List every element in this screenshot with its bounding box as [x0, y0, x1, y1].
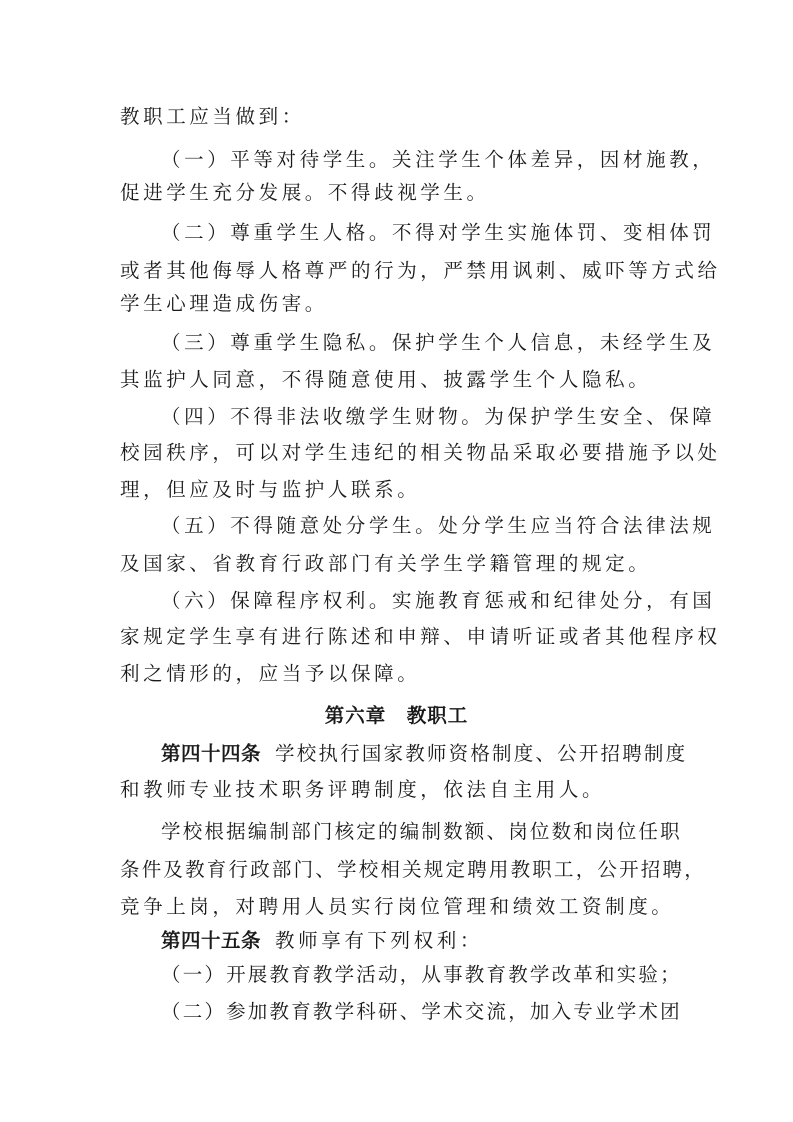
text-line: 促进学生充分发展。不得歧视学生。	[120, 181, 490, 204]
text-line: （一）平等对待学生。关注学生个体差异，因材施教，	[161, 148, 716, 171]
text-line: （二）尊重学生人格。不得对学生实施体罚、变相体罚	[161, 221, 716, 244]
chapter-heading: 第六章 教职工	[324, 704, 469, 727]
article-44-label: 第四十四条	[161, 742, 262, 765]
text-line: 条件及教育行政部门、学校相关规定聘用教职工，公开招聘，	[120, 858, 706, 881]
article-44-text: 学校执行国家教师资格制度、公开招聘制度	[275, 742, 688, 765]
text-line: 或者其他侮辱人格尊严的行为，严禁用讽刺、威吓等方式给	[120, 259, 721, 282]
text-line: 及国家、省教育行政部门有关学生学籍管理的规定。	[120, 552, 652, 575]
text-line: 利之情形的，应当予以保障。	[120, 662, 421, 685]
text-line: 其监护人同意，不得随意使用、披露学生个人隐私。	[120, 368, 652, 391]
text-line: 竞争上岗，对聘用人员实行岗位管理和绩效工资制度。	[120, 895, 675, 918]
text-line: 教职工应当做到：	[120, 105, 305, 128]
article-44-first-line	[161, 740, 731, 768]
article-45-label: 第四十五条	[161, 929, 262, 952]
text-line: 学校根据编制部门核定的编制数额、岗位数和岗位任职	[161, 820, 682, 843]
text-line: 和教师专业技术职务评聘制度，依法自主用人。	[120, 778, 606, 801]
list-item: （一）开展教育教学活动，从事教育教学改革和实验；	[161, 963, 682, 986]
list-item: （二）参加教育教学科研、学术交流，加入专业学术团	[161, 1000, 682, 1023]
text-line: 理，但应及时与监护人联系。	[120, 478, 421, 501]
text-line: （五）不得随意处分学生。处分学生应当符合法律法规	[161, 514, 716, 537]
text-line: （三）尊重学生隐私。保护学生个人信息，未经学生及	[161, 331, 716, 354]
text-line: 校园秩序，可以对学生违纪的相关物品采取必要措施予以处	[120, 441, 721, 464]
text-line: （六）保障程序权利。实施教育惩戒和纪律处分，有国	[161, 589, 716, 612]
text-line: （四）不得非法收缴学生财物。为保护学生安全、保障	[161, 405, 716, 428]
text-line: 学生心理造成伤害。	[120, 292, 328, 315]
text-line: 家规定学生享有进行陈述和申辩、申请听证或者其他程序权	[120, 625, 721, 648]
article-45-first-line	[161, 927, 731, 955]
article-45-text: 教师享有下列权利：	[275, 929, 483, 952]
